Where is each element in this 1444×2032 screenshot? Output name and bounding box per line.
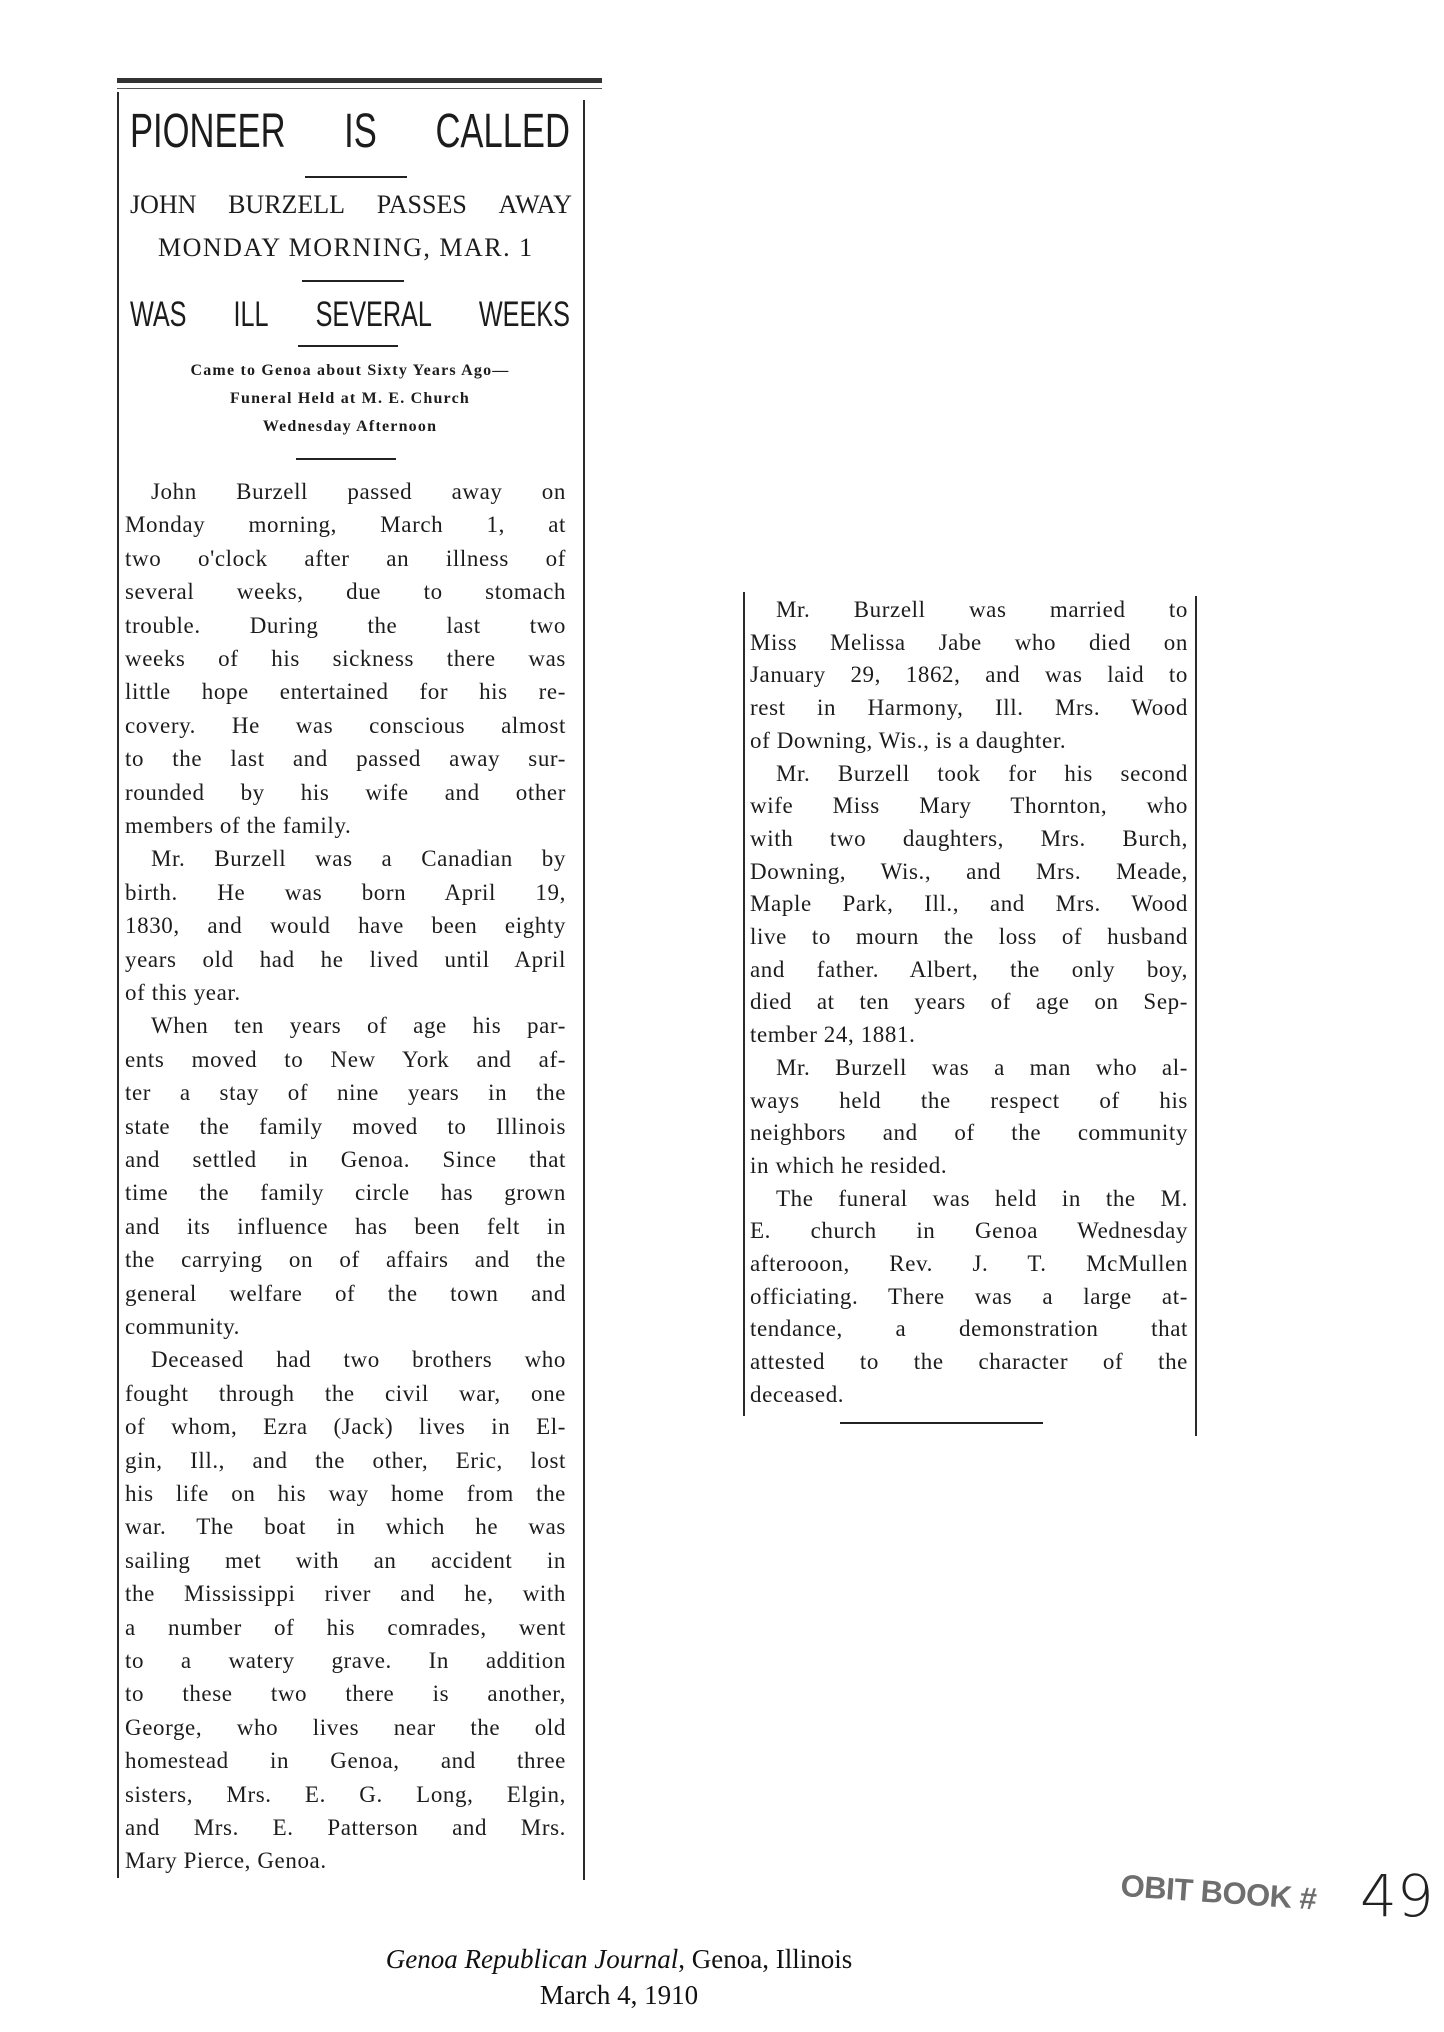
paragraph-first-line: John Burzell passed away on: [151, 479, 566, 504]
publication-place: , Genoa, Illinois: [678, 1944, 853, 1974]
text-line: Miss Melissa Jabe who died on: [750, 629, 1188, 655]
text-line: time the family circle has grown: [125, 1180, 566, 1206]
subhead-line-2: MONDAY MORNING, MAR. 1: [158, 233, 534, 262]
headline: [130, 104, 570, 159]
text-line: state the family moved to Illinois: [125, 1113, 566, 1139]
text-line: ter a stay of nine years in the: [125, 1080, 566, 1106]
text-line: ways held the respect of his: [750, 1087, 1188, 1113]
text-line: his life on his way home from the: [125, 1481, 566, 1506]
text-line: community.: [125, 1314, 241, 1339]
text-line: tember 24, 1881.: [750, 1022, 916, 1048]
text-line: Maple Park, Ill., and Mrs. Wood: [750, 891, 1188, 917]
publication-date: March 4, 1910: [539, 1980, 699, 2010]
text-line: war. The boat in which he was: [125, 1514, 566, 1540]
paragraph-first-line: Mr. Burzell was married to: [776, 597, 1188, 622]
right-column-left-border: [743, 592, 745, 1416]
text-line: several weeks, due to stomach: [125, 579, 566, 605]
text-line: attested to the character of the: [750, 1349, 1188, 1375]
text-line: afterooon, Rev. J. T. McMullen: [750, 1251, 1188, 1276]
headline-word: PIONEER: [130, 105, 286, 158]
text-line: fought through the civil war, one: [125, 1380, 566, 1406]
paragraph-first-line: The funeral was held in the M.: [776, 1185, 1188, 1211]
text-line: died at ten years of age on Sep-: [750, 989, 1188, 1015]
subhead-line-1: [130, 190, 572, 220]
text-line: rounded by his wife and other: [125, 779, 566, 805]
subhead-word: AWAY: [498, 190, 572, 219]
text-line: and its influence has been felt in: [125, 1213, 566, 1239]
text-line: George, who lives near the old: [125, 1714, 566, 1740]
headline-word: IS: [344, 105, 377, 158]
divider-rule: [296, 458, 396, 460]
paragraph-first-line: Mr. Burzell took for his second: [776, 760, 1188, 786]
text-line: general welfare of the town and: [125, 1280, 566, 1306]
source-caption: [0, 1944, 1238, 1975]
text-line: in which he resided.: [750, 1152, 948, 1178]
text-line: two o'clock after an illness of: [125, 545, 566, 571]
subhead-word: PASSES: [376, 190, 467, 219]
text-line: trouble. During the last two: [125, 612, 566, 638]
text-line: homestead in Genoa, and three: [125, 1748, 566, 1774]
text-line: of Downing, Wis., is a daughter.: [750, 727, 1067, 753]
text-line: of this year.: [125, 980, 241, 1005]
text-line: the carrying on of affairs and the: [125, 1247, 566, 1273]
right-column-right-border: [1195, 596, 1197, 1436]
left-column-right-border: [583, 100, 585, 1880]
text-line: live to mourn the loss of husband: [750, 924, 1188, 949]
headline-word: WEEKS: [478, 295, 570, 334]
deck-line: Funeral Held at M. E. Church: [230, 390, 470, 407]
text-line: birth. He was born April 19,: [125, 879, 566, 905]
text-line: years old had he lived until April: [125, 946, 566, 972]
left-column-left-border: [117, 92, 119, 1878]
text-line: to these two there is another,: [125, 1681, 566, 1707]
deck-line: Came to Genoa about Sixty Years Ago—: [190, 362, 510, 379]
divider-rule: [305, 176, 407, 178]
headline-2: [130, 295, 570, 335]
text-line: 1830, and would have been eighty: [125, 913, 566, 939]
text-line: and Mrs. E. Patterson and Mrs.: [125, 1815, 566, 1840]
top-thin-rule: [117, 88, 602, 89]
paragraph-first-line: When ten years of age his par-: [151, 1013, 566, 1039]
text-line: gin, Ill., and the other, Eric, lost: [125, 1447, 566, 1473]
text-line: neighbors and of the community: [750, 1120, 1188, 1146]
text-line: Downing, Wis., and Mrs. Meade,: [750, 858, 1188, 884]
text-line: the Mississippi river and he, with: [125, 1581, 566, 1607]
obit-book-stamp: OBIT BOOK #: [1119, 1868, 1318, 1917]
text-line: a number of his comrades, went: [125, 1614, 566, 1640]
text-line: of whom, Ezra (Jack) lives in El-: [125, 1414, 566, 1440]
text-line: wife Miss Mary Thornton, who: [750, 793, 1188, 819]
end-rule: [840, 1422, 1043, 1424]
divider-rule: [298, 345, 398, 347]
text-line: and father. Albert, the only boy,: [750, 956, 1188, 982]
text-line: Monday morning, March 1, at: [125, 512, 566, 538]
text-line: Mary Pierce, Genoa.: [125, 1848, 327, 1874]
text-line: to a watery grave. In addition: [125, 1648, 566, 1673]
text-line: to the last and passed away sur-: [125, 746, 566, 772]
headline-word: WAS: [130, 295, 187, 334]
headline-word: ILL: [233, 295, 269, 334]
text-line: sisters, Mrs. E. G. Long, Elgin,: [125, 1781, 566, 1807]
subhead-word: BURZELL: [228, 190, 346, 219]
paragraph-first-line: Mr. Burzell was a man who al-: [776, 1054, 1188, 1080]
paragraph-first-line: Deceased had two brothers who: [151, 1347, 566, 1373]
text-line: weeks of his sickness there was: [125, 646, 566, 671]
text-line: little hope entertained for his re-: [125, 679, 566, 705]
paragraph-first-line: Mr. Burzell was a Canadian by: [151, 846, 566, 872]
text-line: tendance, a demonstration that: [750, 1316, 1188, 1342]
text-line: ents moved to New York and af-: [125, 1046, 566, 1072]
text-line: covery. He was conscious almost: [125, 712, 566, 738]
headline-word: SEVERAL: [315, 295, 432, 334]
publication-name: Genoa Republican Journal: [385, 1944, 679, 1974]
divider-rule: [302, 280, 404, 282]
handwritten-number: 49: [1360, 1862, 1434, 1930]
text-line: January 29, 1862, and was laid to: [750, 662, 1188, 688]
text-line: with two daughters, Mrs. Burch,: [750, 825, 1188, 851]
text-line: and settled in Genoa. Since that: [125, 1147, 566, 1172]
deck-line: Wednesday Afternoon: [262, 418, 438, 435]
text-line: sailing met with an accident in: [125, 1547, 566, 1573]
text-line: rest in Harmony, Ill. Mrs. Wood: [750, 695, 1188, 721]
top-thick-rule: [117, 78, 602, 83]
text-line: deceased.: [750, 1381, 845, 1407]
headline-word: CALLED: [435, 105, 570, 158]
text-line: members of the family.: [125, 813, 352, 838]
subhead-word: JOHN: [130, 190, 197, 219]
text-line: E. church in Genoa Wednesday: [750, 1218, 1188, 1244]
text-line: officiating. There was a large at-: [750, 1283, 1188, 1309]
